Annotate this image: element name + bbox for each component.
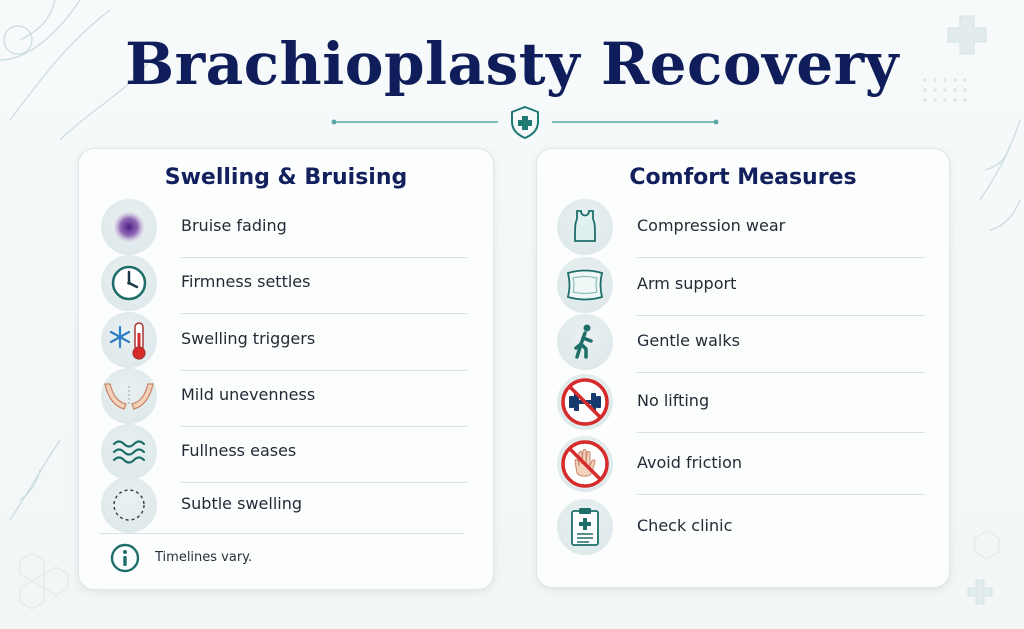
list-item-label: Gentle walks — [637, 331, 740, 350]
waves-icon — [101, 424, 157, 480]
clock-icon — [101, 255, 157, 311]
snowflake-thermometer-icon — [101, 312, 157, 368]
list-item-label: Mild unevenness — [181, 385, 316, 404]
list-item-label: Firmness settles — [181, 272, 311, 291]
list-item-label: Arm support — [637, 274, 737, 293]
comfort-measures-card — [536, 148, 950, 588]
no-lifting-icon — [557, 374, 613, 430]
row-divider — [637, 372, 925, 373]
compression-garment-icon — [557, 199, 613, 255]
walking-person-icon — [557, 314, 613, 370]
list-item — [101, 312, 467, 368]
list-item-label: Avoid friction — [637, 453, 743, 472]
list-item-label: Check clinic — [637, 516, 733, 535]
page-title: Brachioplasty Recovery — [125, 30, 899, 98]
card-title: Swelling & Bruising — [164, 165, 408, 190]
no-friction-icon — [557, 436, 613, 492]
card-title: Comfort Measures — [629, 165, 857, 190]
list-item-label: Fullness eases — [181, 441, 297, 460]
list-item-label: Swelling triggers — [181, 329, 316, 348]
list-item — [101, 255, 467, 311]
list-item-label: Compression wear — [637, 216, 786, 235]
list-item — [101, 477, 467, 533]
row-divider — [637, 432, 925, 433]
arms-icon — [101, 368, 157, 424]
title-divider — [330, 104, 720, 140]
list-item — [557, 257, 925, 313]
pillow-icon — [557, 257, 613, 313]
list-item — [557, 199, 925, 255]
dashed-circle-icon — [101, 477, 157, 533]
list-item — [557, 314, 925, 370]
list-item — [101, 424, 467, 480]
note-text: Timelines vary. — [155, 550, 253, 565]
list-item-label: No lifting — [637, 391, 710, 410]
list-item — [101, 368, 467, 424]
clipboard-icon — [557, 499, 613, 555]
bruise-icon — [101, 199, 157, 255]
timeline-note — [103, 542, 463, 574]
list-item — [557, 374, 925, 430]
note-divider — [99, 533, 465, 534]
list-item — [557, 499, 925, 555]
swelling-bruising-card — [78, 148, 494, 590]
row-divider — [637, 494, 925, 495]
list-item-label: Subtle swelling — [181, 494, 302, 513]
list-item — [557, 436, 925, 492]
info-icon — [109, 542, 141, 574]
list-item-label: Bruise fading — [181, 216, 287, 235]
list-item — [101, 199, 467, 255]
shield-plus-icon — [512, 107, 538, 138]
